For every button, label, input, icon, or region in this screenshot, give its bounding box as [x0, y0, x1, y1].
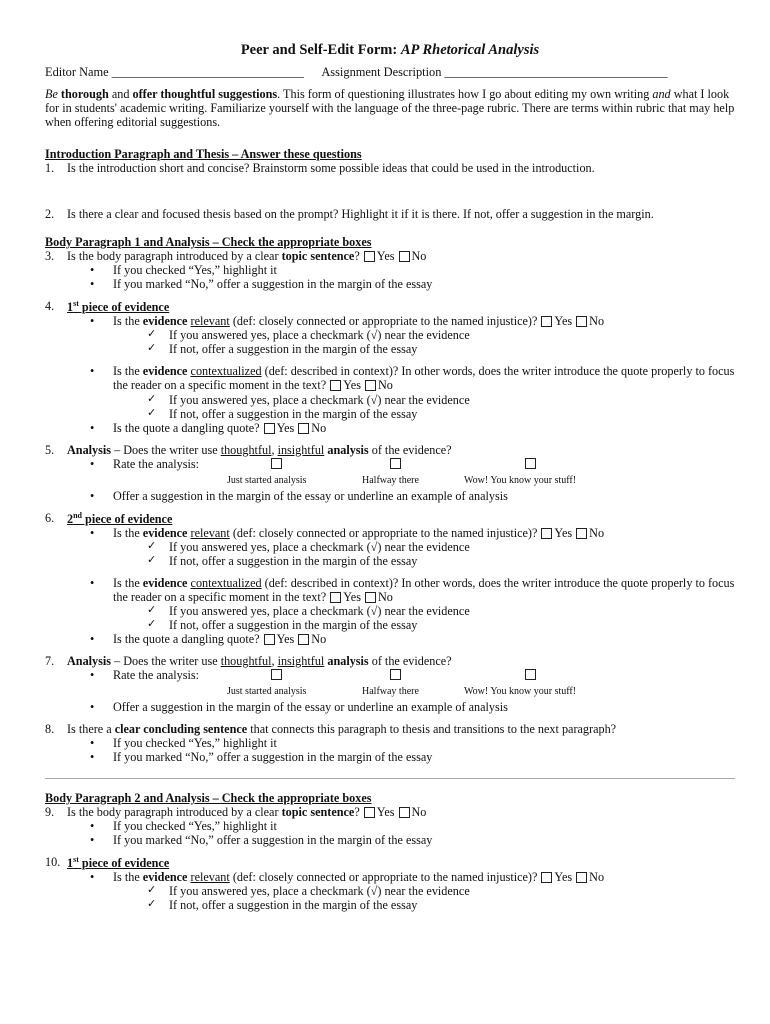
check-item: ✓ If you answered yes, place a checkmark (√) near the evidence	[45, 540, 735, 554]
relevance-question: • Is the evidence relevant (def: closely connected or appropriate to the named injustice)? Yes No	[45, 870, 735, 884]
yes-checkbox[interactable]	[364, 251, 375, 262]
context-question: • Is the evidence contextualized (def: described in context)? In other words, does the writer introduce the quote properly to focus the reader on a specific moment in the text? Yes No	[45, 364, 735, 392]
dangling-question: • Is the quote a dangling quote? Yes No	[45, 632, 735, 646]
page-title: Peer and Self-Edit Form: AP Rhetorical Analysis	[240, 42, 540, 58]
bullet: • If you checked “Yes,” highlight it	[45, 819, 735, 833]
divider	[45, 778, 735, 779]
question-5: 5. Analysis – Does the writer use thoughtful, insightful analysis of the evidence?	[45, 442, 452, 457]
check-item: ✓ If you answered yes, place a checkmark (√) near the evidence	[45, 328, 735, 342]
check-item: ✓ If not, offer a suggestion in the margin of the essay	[45, 554, 735, 568]
yes-checkbox[interactable]	[541, 528, 552, 539]
editor-row	[45, 65, 735, 79]
no-checkbox[interactable]	[399, 251, 410, 262]
no-checkbox[interactable]	[365, 592, 376, 603]
question-10: 10. 1st piece of evidence	[45, 855, 170, 871]
rating-row: • Rate the analysis:	[45, 457, 735, 475]
bullet: • If you marked “No,” offer a suggestion in the margin of the essay	[45, 750, 735, 764]
check-item: ✓ If you answered yes, place a checkmark (√) near the evidence	[45, 604, 735, 618]
context-question: • Is the evidence contextualized (def: described in context)? In other words, does the writer introduce the quote properly to focus the reader on a specific moment in the text? Yes No	[45, 576, 735, 604]
check-item: ✓ If not, offer a suggestion in the margin of the essay	[45, 618, 735, 632]
check-item: ✓ If not, offer a suggestion in the margin of the essay	[45, 898, 735, 912]
yes-checkbox[interactable]	[330, 380, 341, 391]
question-1: 1. Is the introduction short and concise? Brainstorm some possible ideas that could be used in the introduction.	[45, 161, 595, 176]
editor-name-field[interactable]: Editor Name _______________________________	[45, 64, 304, 79]
form-page	[45, 42, 735, 912]
rating-box-3[interactable]	[525, 458, 536, 469]
yes-checkbox[interactable]	[330, 592, 341, 603]
question-6: 6. 2nd piece of evidence	[45, 510, 173, 526]
yes-checkbox[interactable]	[541, 316, 552, 327]
check-item: ✓ If not, offer a suggestion in the margin of the essay	[45, 407, 735, 421]
rating-box-2[interactable]	[390, 458, 401, 469]
yes-checkbox[interactable]	[264, 634, 275, 645]
check-item: ✓ If you answered yes, place a checkmark (√) near the evidence	[45, 393, 735, 407]
section-heading-intro: Introduction Paragraph and Thesis – Answer these questions	[45, 147, 362, 162]
rating-box-1[interactable]	[271, 458, 282, 469]
rating-box-2[interactable]	[390, 669, 401, 680]
rating-box-1[interactable]	[271, 669, 282, 680]
no-checkbox[interactable]	[576, 528, 587, 539]
question-9: 9. Is the body paragraph introduced by a clear topic sentence? Yes No	[45, 805, 427, 820]
rating-labels: Just started analysis Halfway there Wow! You know your stuff!	[227, 474, 577, 486]
question-7: 7. Analysis – Does the writer use thoughtful, insightful analysis of the evidence?	[45, 654, 452, 668]
bullet: • Offer a suggestion in the margin of the essay or underline an example of analysis	[45, 700, 735, 714]
check-item: ✓ If not, offer a suggestion in the margin of the essay	[45, 342, 735, 356]
dangling-question: • Is the quote a dangling quote? Yes No	[45, 421, 735, 435]
no-checkbox[interactable]	[298, 423, 309, 434]
question-2: 2. Is there a clear and focused thesis based on the prompt? Highlight it if it is there. If not, offer a suggestion in the margin.	[45, 207, 654, 222]
bullet: • If you marked “No,” offer a suggestion in the margin of the essay	[45, 833, 735, 847]
relevance-question: • Is the evidence relevant (def: closely connected or appropriate to the named injustice)? Yes No	[45, 526, 735, 540]
yes-checkbox[interactable]	[541, 872, 552, 883]
yes-checkbox[interactable]	[364, 807, 375, 818]
no-checkbox[interactable]	[576, 872, 587, 883]
no-checkbox[interactable]	[399, 807, 410, 818]
rating-row: • Rate the analysis:	[45, 668, 735, 686]
intro-paragraph: Be thorough and offer thoughtful suggestions. This form of questioning illustrates how I go about editing my own writing and what I look for in students' academic writing. Familiarize yourself with the language of the three-page rubric. There are terms within rubric that may help when offering editorial suggestions.	[45, 86, 735, 129]
no-checkbox[interactable]	[576, 316, 587, 327]
assignment-description-field[interactable]: Assignment Description ____________________________________	[321, 64, 668, 79]
relevance-question: • Is the evidence relevant (def: closely connected or appropriate to the named injustice)? Yes No	[45, 314, 735, 328]
rating-box-3[interactable]	[525, 669, 536, 680]
question-8: 8. Is there a clear concluding sentence that connects this paragraph to thesis and transitions to the next paragraph?	[45, 722, 617, 737]
bullet: • If you marked “No,” offer a suggestion in the margin of the essay	[45, 277, 735, 291]
rating-labels: Just started analysis Halfway there Wow! You know your stuff!	[227, 686, 577, 698]
no-checkbox[interactable]	[298, 634, 309, 645]
section-heading-body-2: Body Paragraph 2 and Analysis – Check the appropriate boxes	[45, 791, 372, 806]
bullet: • If you checked “Yes,” highlight it	[45, 736, 735, 750]
check-item: ✓ If you answered yes, place a checkmark (√) near the evidence	[45, 884, 735, 898]
yes-checkbox[interactable]	[264, 423, 275, 434]
bullet: • Offer a suggestion in the margin of the essay or underline an example of analysis	[45, 489, 735, 503]
no-checkbox[interactable]	[365, 380, 376, 391]
section-heading-body-1: Body Paragraph 1 and Analysis – Check the appropriate boxes	[45, 235, 372, 250]
question-3: 3. Is the body paragraph introduced by a clear topic sentence? Yes No	[45, 249, 427, 264]
bullet: • If you checked “Yes,” highlight it	[45, 263, 735, 277]
question-4: 4. 1st piece of evidence	[45, 299, 170, 315]
